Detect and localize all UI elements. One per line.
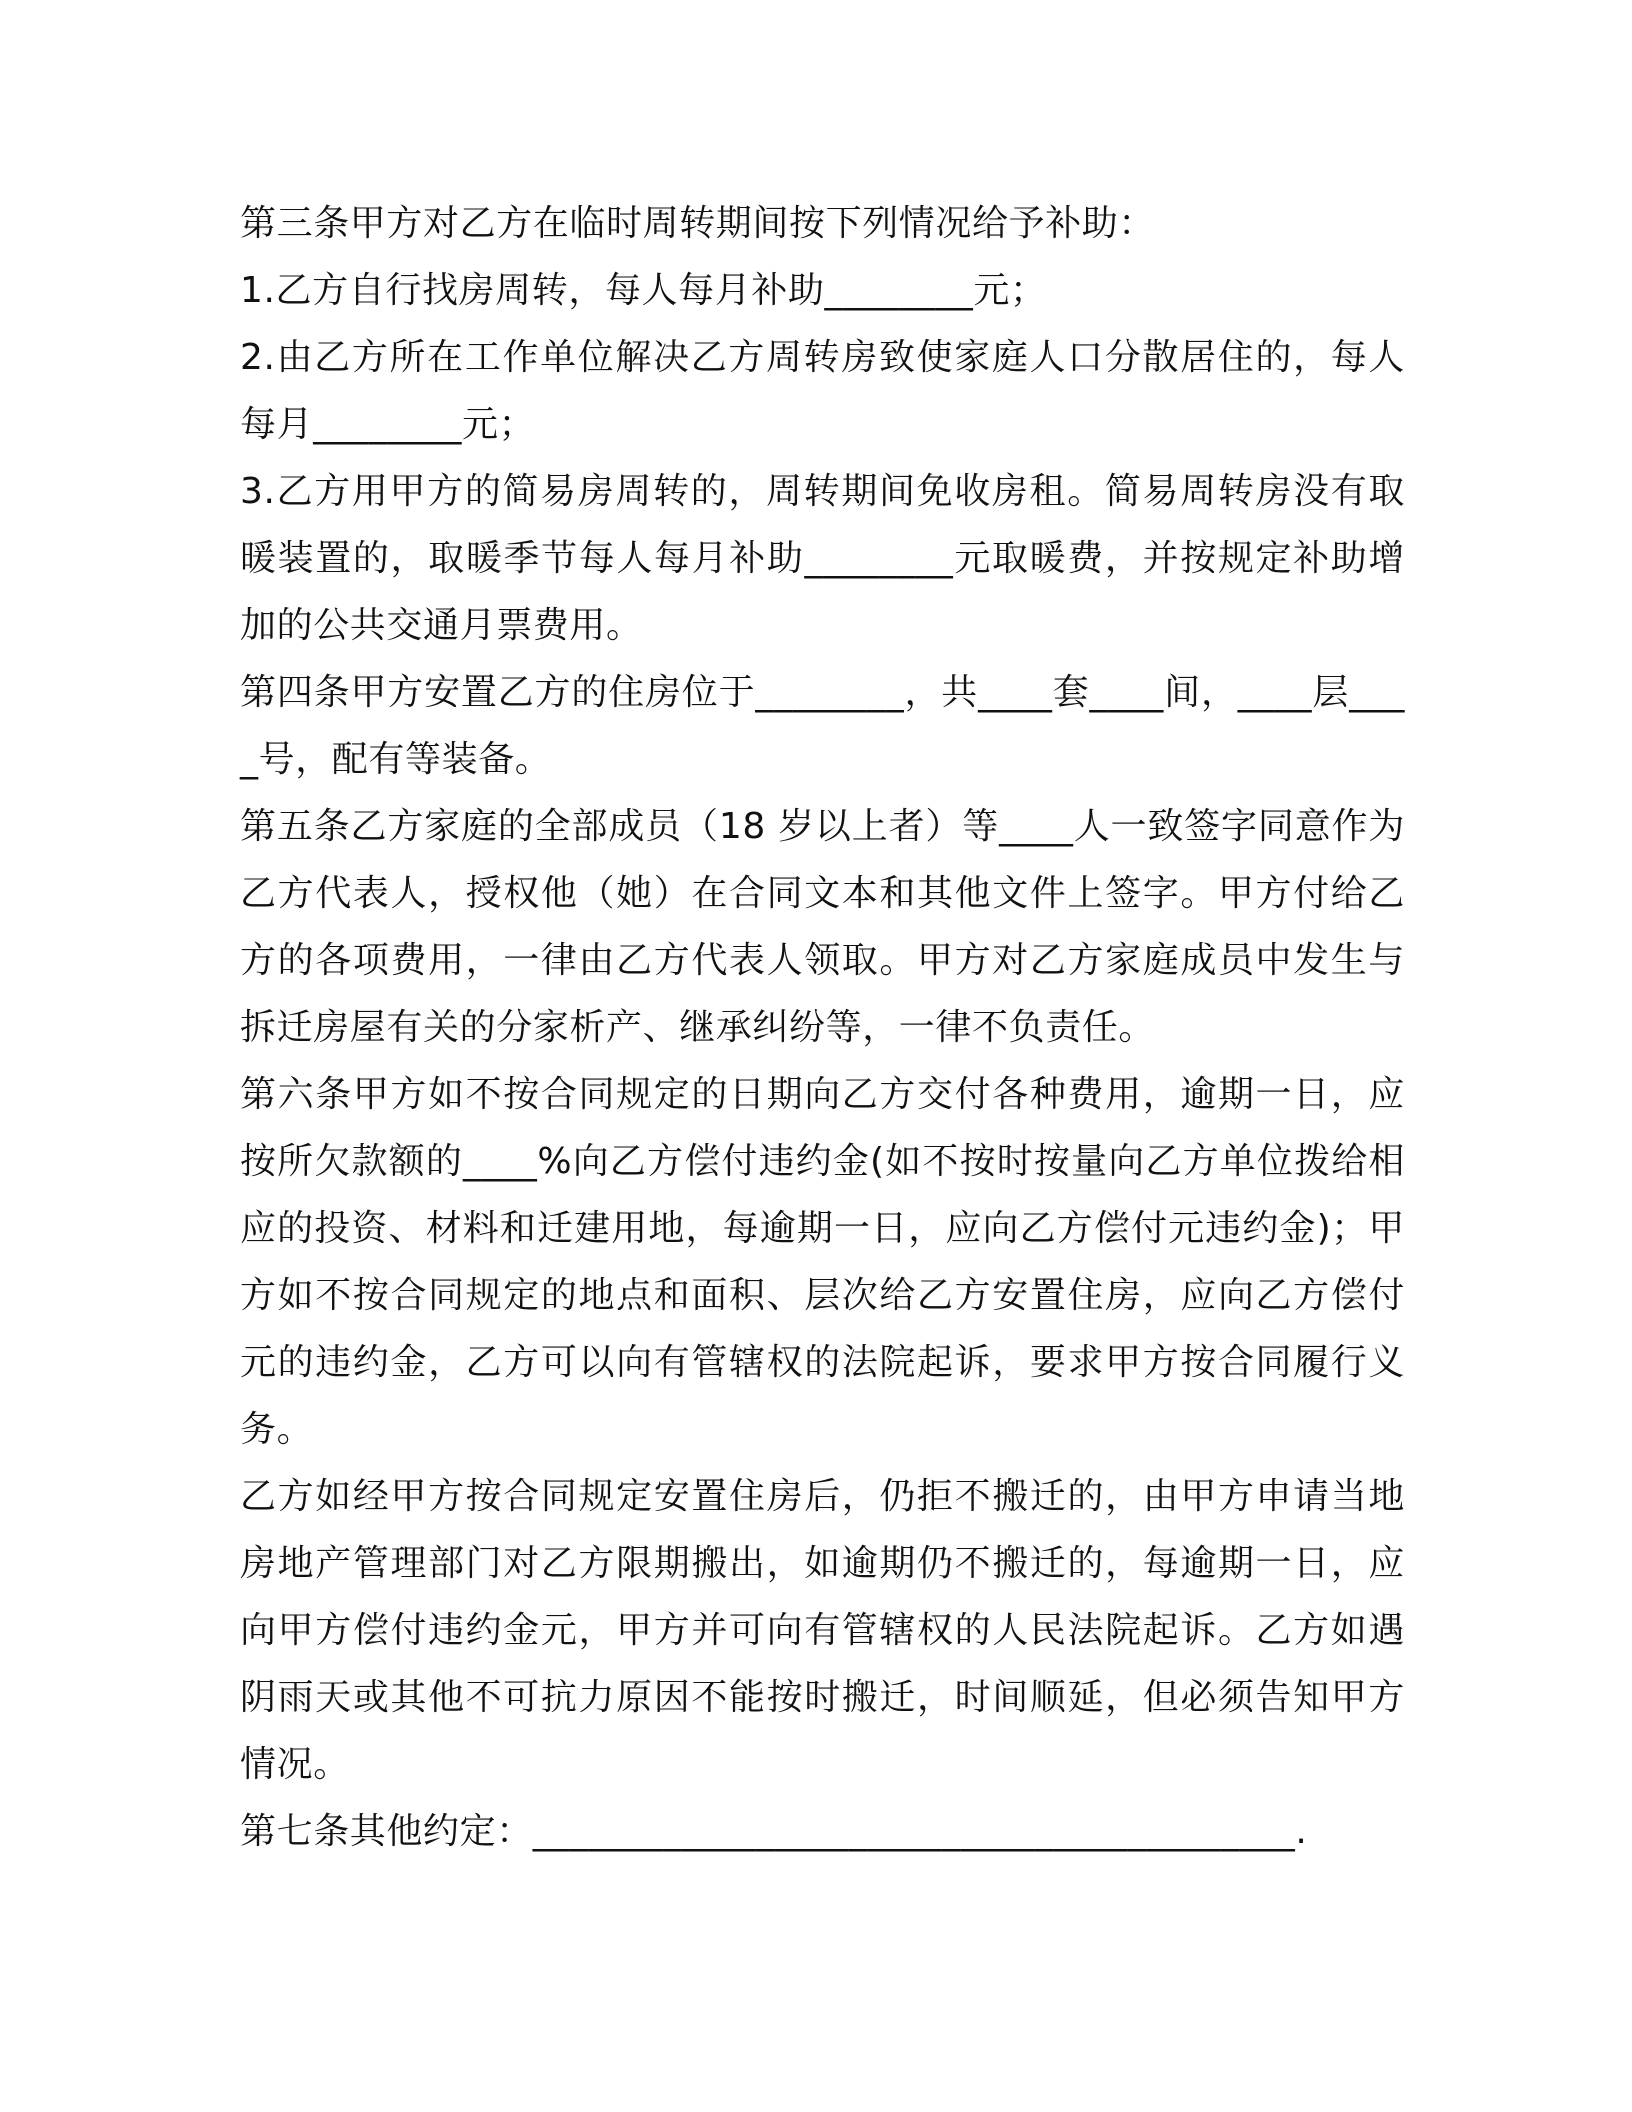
article-5: 第五条乙方家庭的全部成员（18 岁以上者）等____人一致签字同意作为乙方代表人，授权他（她）在合同文本和其他文件上签字。甲方付给乙方的各项费用，一律由乙方代表人领取。甲方对乙方家庭成员中发生与拆迁房屋有关的分家析产、继承纠纷等，一律不负责任。 bbox=[240, 806, 1405, 1048]
article-6: 第六条甲方如不按合同规定的日期向乙方交付各种费用，逾期一日，应按所欠款额的____%向乙方偿付违约金(如不按时按量向乙方单位拨给相应的投资、材料和迁建用地，每逾期一日，应向乙方偿付元违约金)；甲方如不按合同规定的地点和面积、层次给乙方安置住房，应向乙方偿付元的违约金，乙方可以向有管辖权的法院起诉，要求甲方按合同履行义务。 bbox=[240, 1074, 1405, 1450]
article-3-item-2: 2.由乙方所在工作单位解决乙方周转房致使家庭人口分散居住的，每人每月________元； bbox=[240, 337, 1405, 445]
article-7: 第七条其他约定：_________________________________________. bbox=[240, 1811, 1308, 1852]
article-3-heading: 第三条甲方对乙方在临时周转期间按下列情况给予补助： bbox=[240, 203, 1156, 244]
article-3-item-3: 3.乙方用甲方的简易房周转的，周转期间免收房租。简易周转房没有取暖装置的，取暖季节每人每月补助________元取暖费，并按规定补助增加的公共交通月票费用。 bbox=[240, 471, 1405, 646]
article-4: 第四条甲方安置乙方的住房位于________，共____套____间，____层____号，配有等装备。 bbox=[240, 672, 1405, 780]
article-3-item-1: 1.乙方自行找房周转，每人每月补助________元； bbox=[240, 270, 1047, 311]
article-6-continued: 乙方如经甲方按合同规定安置住房后，仍拒不搬迁的，由甲方申请当地房地产管理部门对乙方限期搬出，如逾期仍不搬迁的，每逾期一日，应向甲方偿付违约金元，甲方并可向有管辖权的人民法院起诉。乙方如遇阴雨天或其他不可抗力原因不能按时搬迁，时间顺延，但必须告知甲方情况。 bbox=[240, 1476, 1405, 1785]
document-body bbox=[240, 190, 1405, 1865]
